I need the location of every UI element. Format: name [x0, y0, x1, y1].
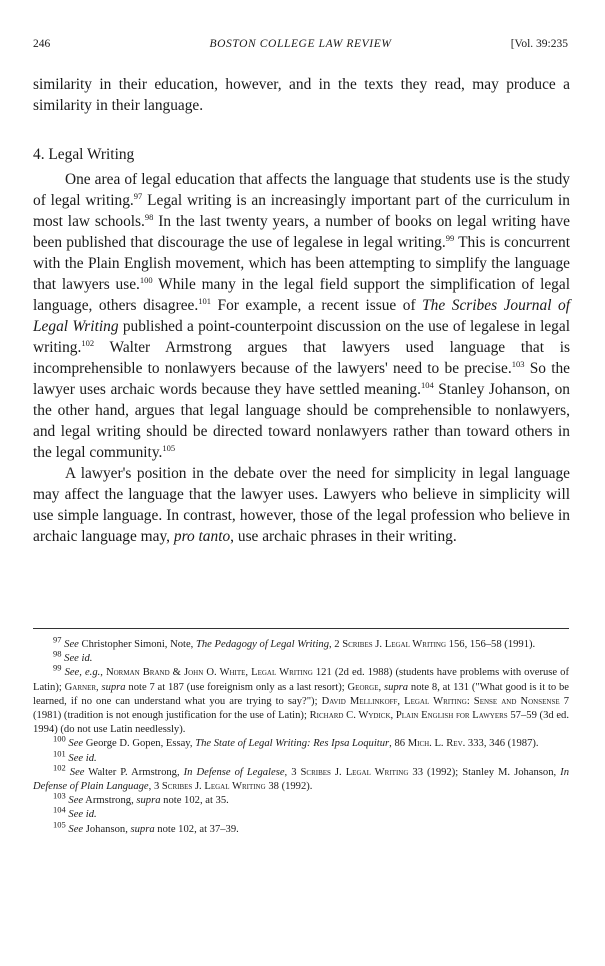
text-span: note 102, at 37–39. [154, 823, 239, 835]
text-span: Walter Armstrong argues that lawyers used language that is incomprehensible to nonlawyers because of the lawyers' need to be precise. [33, 339, 570, 377]
footnote-ref-104[interactable]: 104 [420, 379, 434, 390]
text-span: 57–59 (3d ed. 1994) (do not use Latin needlessly). [33, 710, 569, 736]
text-span: While many in the legal field support the simplification of legal language, others disagree. [33, 276, 570, 314]
footnote-ref-98[interactable]: 98 [144, 211, 154, 222]
latin-phrase-italic: pro tanto [173, 528, 231, 545]
footnote-100 [33, 733, 569, 751]
small-caps-source: Garner [64, 681, 97, 693]
text-span: Christopher Simoni, Note, [78, 639, 196, 650]
footnote-99 [33, 662, 570, 737]
text-span: So the lawyer uses archaic words because they have settled meaning. [33, 360, 570, 398]
text-span: This is concurrent with the Plain English movement, which has been attempting to simplify the language that lawyers use. [33, 234, 570, 293]
footnotes [33, 634, 570, 837]
signal-italic: See [68, 738, 84, 750]
footnote-101 [33, 748, 569, 766]
text-span: In the last twenty years, a number of books on legal writing have been published that discourage the use of legalese in legal writing. [33, 213, 570, 251]
footnote-ref-97[interactable]: 97 [133, 190, 143, 201]
section-heading: 4. Legal Writing [33, 146, 135, 163]
text-span: 121 (2d ed. 1988) (students have problems with overuse of Latin); [33, 667, 570, 693]
footnote-ref-99[interactable]: 99 [445, 232, 455, 243]
text-span: Walter P. Armstrong, [84, 766, 184, 778]
text-span: Armstrong, [83, 795, 137, 807]
footnote-ref-102[interactable]: 102 [81, 337, 95, 348]
title-italic: In Defense of Legalese [183, 766, 285, 778]
title-italic: The Pedagogy of Legal Writing [195, 639, 329, 650]
footnote-ref-105[interactable]: 105 [162, 442, 176, 453]
text-span: , 86 [389, 738, 408, 750]
footnote-number: 100 [53, 733, 66, 744]
small-caps-source: Norman Brand & John O. White, Legal Writing [105, 667, 313, 679]
running-header [33, 38, 568, 54]
text-span: A lawyer's position in the debate over the need for simplicity in legal language may affect the language that the lawyer uses. Lawyers who believe in simplicity will use simple language. In contrast, however, those of the legal profession who believe in archaic language may, [33, 465, 570, 545]
footnote-98 [33, 648, 569, 666]
signal-italic: See id. [64, 653, 93, 665]
text-span: , [96, 681, 102, 693]
footnote-number: 98 [53, 648, 62, 659]
signal-italic: See id. [68, 752, 97, 764]
footnote-number: 102 [53, 762, 66, 773]
text-span: , 2 [329, 639, 343, 650]
signal-italic: See [64, 639, 79, 650]
text-span: 156, 156–58 (1991). [446, 639, 536, 650]
signal-italic: See [68, 823, 84, 835]
footnote-number: 104 [53, 804, 66, 815]
footnote-number: 99 [53, 662, 62, 673]
footnote-105 [33, 819, 569, 837]
footnote-104 [33, 804, 569, 822]
text-span: 333, 346 (1987). [465, 738, 539, 750]
text-span: Stanley Johanson, on the other hand, argues that legal language should be comprehensible to nonlawyers, and legal writing should be directed toward nonlawyers rather than toward others in the legal community. [33, 381, 570, 461]
text-span: note 7 at 187 (use foreignism only as a last resort); [125, 681, 348, 693]
small-caps-source: Scribes J. Legal Writing [342, 639, 447, 650]
signal-italic: See id. [68, 809, 97, 821]
footnote-103 [33, 790, 569, 808]
volume-citation: [Vol. 39:235 [510, 38, 568, 50]
signal-italic: See [68, 795, 84, 807]
paragraph-legal-writing [33, 169, 570, 463]
text-span: , 3 [148, 781, 162, 793]
text-span: 38 (1992). [265, 781, 313, 793]
footnote-ref-101[interactable]: 101 [198, 295, 211, 306]
text-span: Legal writing is an increasingly important part of the curriculum in most law schools. [33, 192, 571, 230]
text-span: , use archaic phrases in their writing. [230, 528, 457, 545]
title-italic: The State of Legal Writing: Res Ipsa Loquitur [195, 738, 390, 750]
journal-title: BOSTON COLLEGE LAW REVIEW [209, 38, 392, 50]
text-span: published a point-counterpoint discussion on the use of legalese in legal writing. [33, 318, 570, 356]
footnote-97 [33, 634, 569, 652]
text-span: note 102, at 35. [160, 795, 229, 807]
main-text [33, 74, 570, 547]
small-caps-source: George [347, 681, 379, 693]
paragraph-continued: similarity in their education, however, and in the texts they read, may produce a similarity in their language. [33, 76, 570, 114]
small-caps-source: Richard C. Wydick, Plain English for Lawyers [309, 710, 508, 722]
small-caps-source: David Mellinkoff, Legal Writing: Sense and Nonsense [321, 695, 560, 707]
supra-italic: supra [101, 681, 126, 693]
text-span: For example, a recent issue of [210, 297, 423, 314]
text-span: note 8, at 131 ("What good is it to be learned, if no one can understand what you are trying to say?"); [33, 681, 569, 707]
small-caps-source: Scribes J. Legal Writing [161, 781, 266, 793]
journal-name-italic: The Scribes Journal of Legal Writing [33, 297, 570, 335]
paragraph-lawyer-position [33, 463, 570, 547]
footnote-divider [33, 628, 569, 629]
text-span: , [378, 681, 384, 693]
text-span: Johanson, [83, 823, 131, 835]
footnote-ref-103[interactable]: 103 [511, 358, 525, 369]
footnote-102 [33, 762, 569, 794]
text-span: 7 (1981) (tradition is not enough justification for the use of Latin); [33, 695, 569, 722]
text-span: One area of legal education that affects the language that students use is the study of legal writing. [33, 171, 570, 209]
footnote-ref-100[interactable]: 100 [139, 274, 153, 285]
signal-italic: See [69, 766, 85, 778]
footnote-number: 103 [53, 790, 66, 801]
text-span: , [100, 667, 106, 679]
text-span: 33 (1992); Stanley M. Johanson, [408, 766, 561, 778]
supra-italic: supra [130, 823, 155, 835]
footnote-number: 101 [53, 748, 66, 759]
text-span: George D. Gopen, Essay, [83, 738, 196, 750]
small-caps-source: Scribes J. Legal Writing [300, 766, 409, 778]
text-span: , 3 [284, 766, 301, 778]
footnote-number: 105 [53, 819, 66, 830]
supra-italic: supra [383, 681, 409, 693]
small-caps-source: Mich. L. Rev. [407, 738, 466, 750]
title-italic: In Defense of Plain Language [33, 766, 569, 793]
supra-italic: supra [136, 795, 161, 807]
signal-italic: See, e.g. [64, 667, 101, 679]
footnote-number: 97 [53, 634, 62, 645]
page-number: 246 [33, 38, 51, 50]
